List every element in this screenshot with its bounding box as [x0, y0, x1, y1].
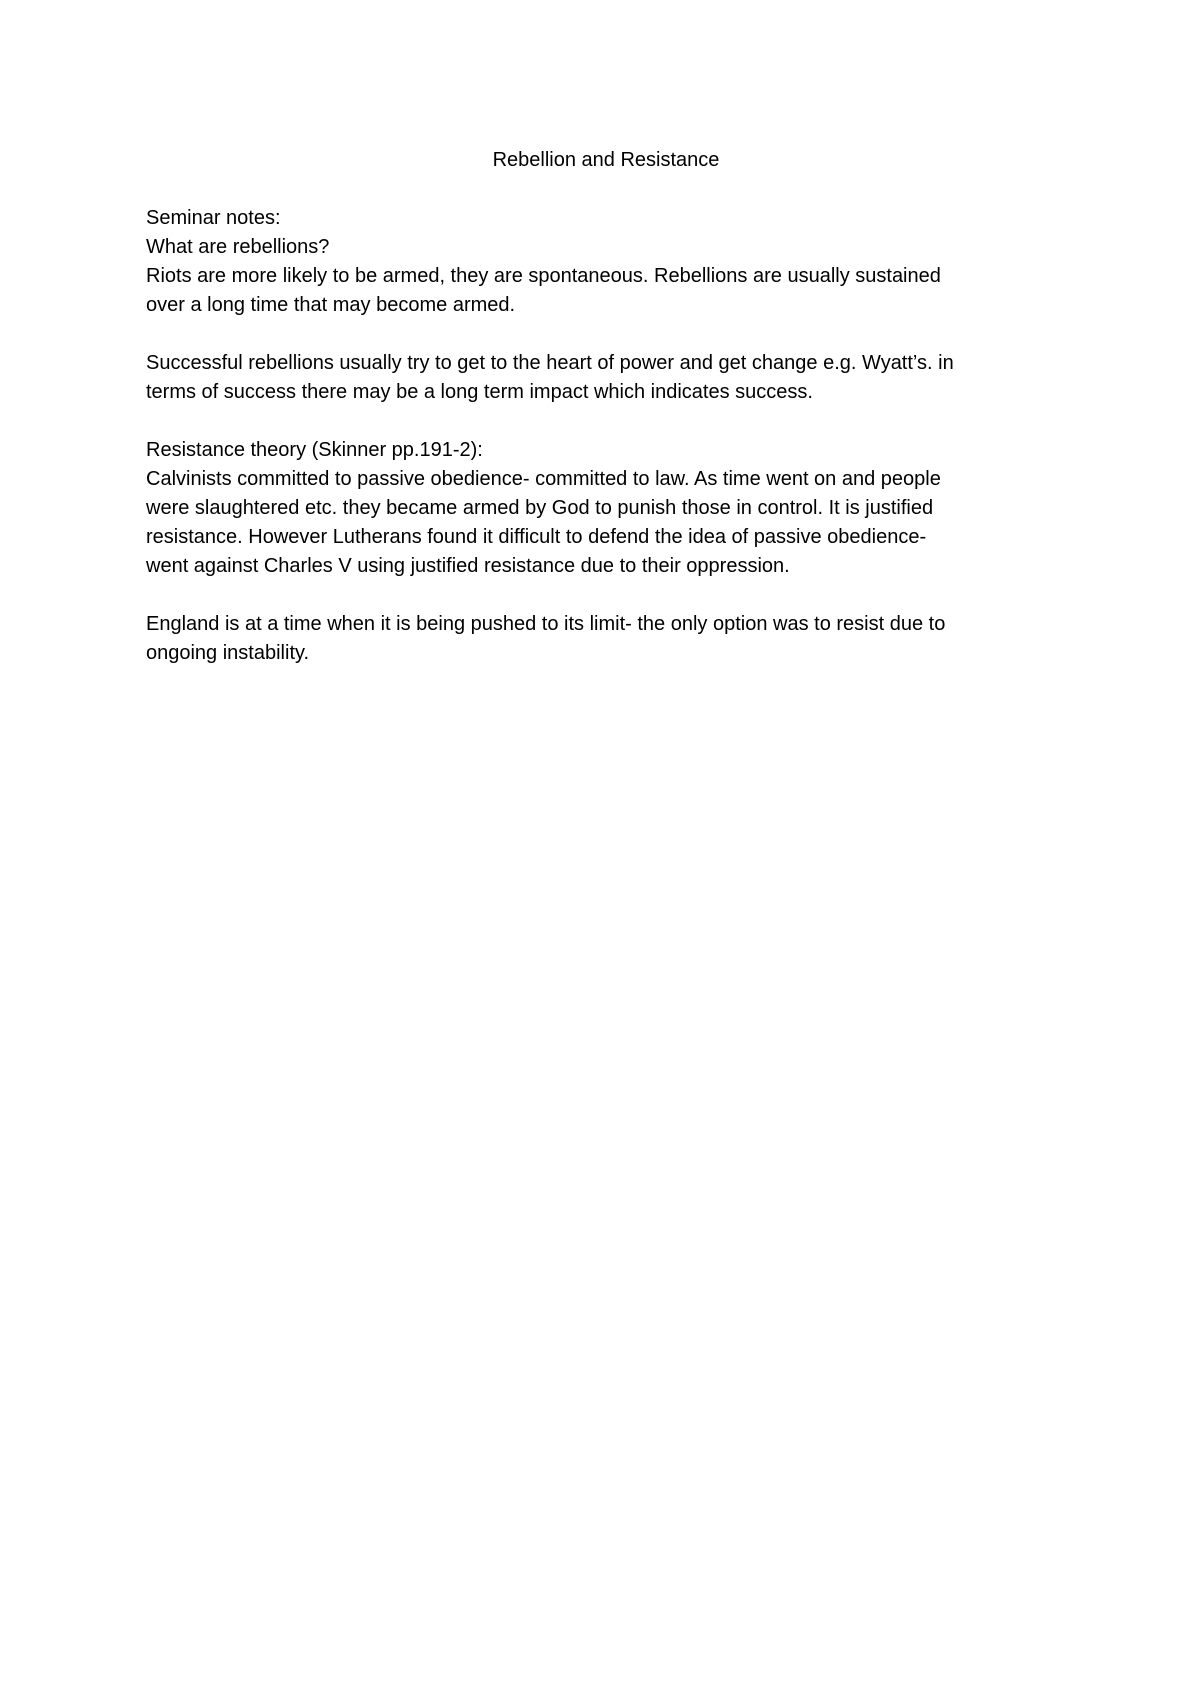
paragraph-line: were slaughtered etc. they became armed by God to punish those in control. It is justified — [146, 497, 934, 519]
blank-line — [146, 581, 1066, 610]
paragraph-line: terms of success there may be a long term impact which indicates success. — [146, 381, 813, 403]
seminar-notes-heading: Seminar notes: — [146, 207, 281, 229]
blank-line — [146, 407, 1066, 436]
paragraph-line: went against Charles V using justified resistance due to their oppression. — [146, 555, 790, 577]
document-body — [146, 146, 1066, 668]
resistance-theory-heading: Resistance theory (Skinner pp.191-2): — [146, 439, 483, 461]
paragraph-line: ongoing instability. — [146, 642, 310, 664]
document-title: Rebellion and Resistance — [492, 149, 720, 171]
paragraph-line: Riots are more likely to be armed, they are spontaneous. Rebellions are usually sustained — [146, 265, 941, 287]
paragraph-line: over a long time that may become armed. — [146, 294, 516, 316]
blank-line — [146, 320, 1066, 349]
paragraph-line: England is at a time when it is being pushed to its limit- the only option was to resist due to — [146, 613, 946, 635]
paragraph-line: Calvinists committed to passive obedience- committed to law. As time went on and people — [146, 468, 941, 490]
paragraph-line: Successful rebellions usually try to get to the heart of power and get change e.g. Wyatt’s. in — [146, 352, 954, 374]
paragraph-line: resistance. However Lutherans found it difficult to defend the idea of passive obedience- — [146, 526, 927, 548]
question-line: What are rebellions? — [146, 236, 330, 258]
